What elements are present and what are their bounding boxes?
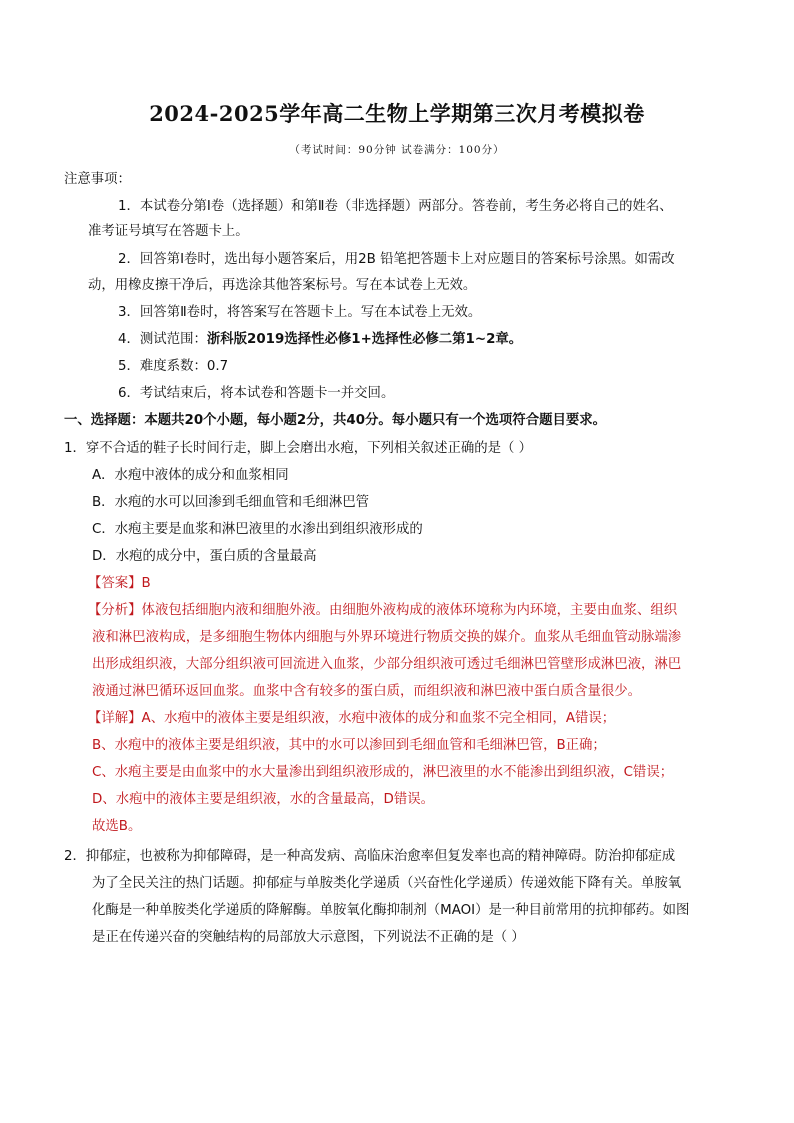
option-d: D．水疱的成分中，蛋白质的含量最高 [92,549,317,564]
note-line: 3．回答第Ⅱ卷时，将答案写在答题卡上。写在本试卷上无效。 [118,305,482,320]
analysis-line: 液和淋巴液构成，是多细胞生物体内细胞与外界环境进行物质交换的媒介。血浆从毛细血管动脉端渗 [92,630,682,645]
section-heading: 一、选择题：本题共20个小题，每小题2分，共40分。每小题只有一个选项符合题目要求。 [64,413,607,428]
detail-line: B、水疱中的液体主要是组织液，其中的水可以渗回到毛细血管和毛细淋巴管，B正确； [92,738,606,753]
note-line: 准考证号填写在答题卡上。 [88,224,249,239]
detail-line: C、水疱主要是由血浆中的水大量渗出到组织液形成的，淋巴液里的水不能渗出到组织液，C错误； [92,765,674,780]
note-line: 动，用橡皮擦干净后，再选涂其他答案标号。写在本试卷上无效。 [88,278,477,293]
note-line: 6．考试结束后，将本试卷和答题卡一并交回。 [118,386,395,401]
question-2-line: 为了全民关注的热门话题。抑郁症与单胺类化学递质（兴奋性化学递质）传递效能下降有关。单胺氧 [92,876,682,891]
option-b: B．水疱的水可以回渗到毛细血管和毛细淋巴管 [92,495,369,510]
question-2-line: 是正在传递兴奋的突触结构的局部放大示意图，下列说法不正确的是（ ） [92,930,525,945]
option-c: C．水疱主要是血浆和淋巴液里的水渗出到组织液形成的 [92,522,423,537]
analysis-line: 液通过淋巴循环返回血浆。血浆中含有较多的蛋白质，而组织液和淋巴液中蛋白质含量很少。 [92,684,642,699]
question-2-line: 化酶是一种单胺类化学递质的降解酶。单胺氧化酶抑制剂（MAOI）是一种目前常用的抗抑郁药。如图 [92,903,690,918]
note-line: 2．回答第Ⅰ卷时，选出每小题答案后，用2B 铅笔把答题卡上对应题目的答案标号涂黑。如需改 [118,252,675,267]
exam-info: （考试时间：90分钟 试卷满分：100分） [289,144,505,156]
conclusion-line: 故选B。 [92,819,142,834]
page-title: 2024-2025学年高二生物上学期第三次月考模拟卷 [149,101,645,126]
detail-line: D、水疱中的液体主要是组织液，水的含量最高，D错误。 [92,792,434,807]
note-line: 1．本试卷分第Ⅰ卷（选择题）和第Ⅱ卷（非选择题）两部分。答卷前，考生务必将自己的姓名、 [118,199,673,214]
detail-line: 【详解】A、水疱中的液体主要是组织液，水疱中液体的成分和血浆不完全相同，A错误； [88,711,616,726]
note-line [118,330,794,350]
notes-heading: 注意事项： [64,172,131,187]
analysis-line: 【分析】体液包括细胞内液和细胞外液。由细胞外液构成的液体环境称为内环境，主要由血浆、组织 [88,603,678,618]
note-scope-label: 4．测试范围： [118,332,207,347]
answer-line: 【答案】B [88,576,151,591]
note-line: 5．难度系数：0.7 [118,359,229,374]
option-a: A．水疱中液体的成分和血浆相同 [92,468,289,483]
analysis-line: 出形成组织液，大部分组织液可回流进入血浆，少部分组织液可透过毛细淋巴管壁形成淋巴液，淋巴 [92,657,682,672]
question-stem: 1．穿不合适的鞋子长时间行走，脚上会磨出水疱，下列相关叙述正确的是（ ） [64,441,533,456]
question-2-line: 2．抑郁症，也被称为抑郁障碍，是一种高发病、高临床治愈率但复发率也高的精神障碍。防治抑郁症成 [64,849,676,864]
note-scope-detail: 浙科版2019选择性必修1+选择性必修二第1~2章。 [206,332,523,347]
